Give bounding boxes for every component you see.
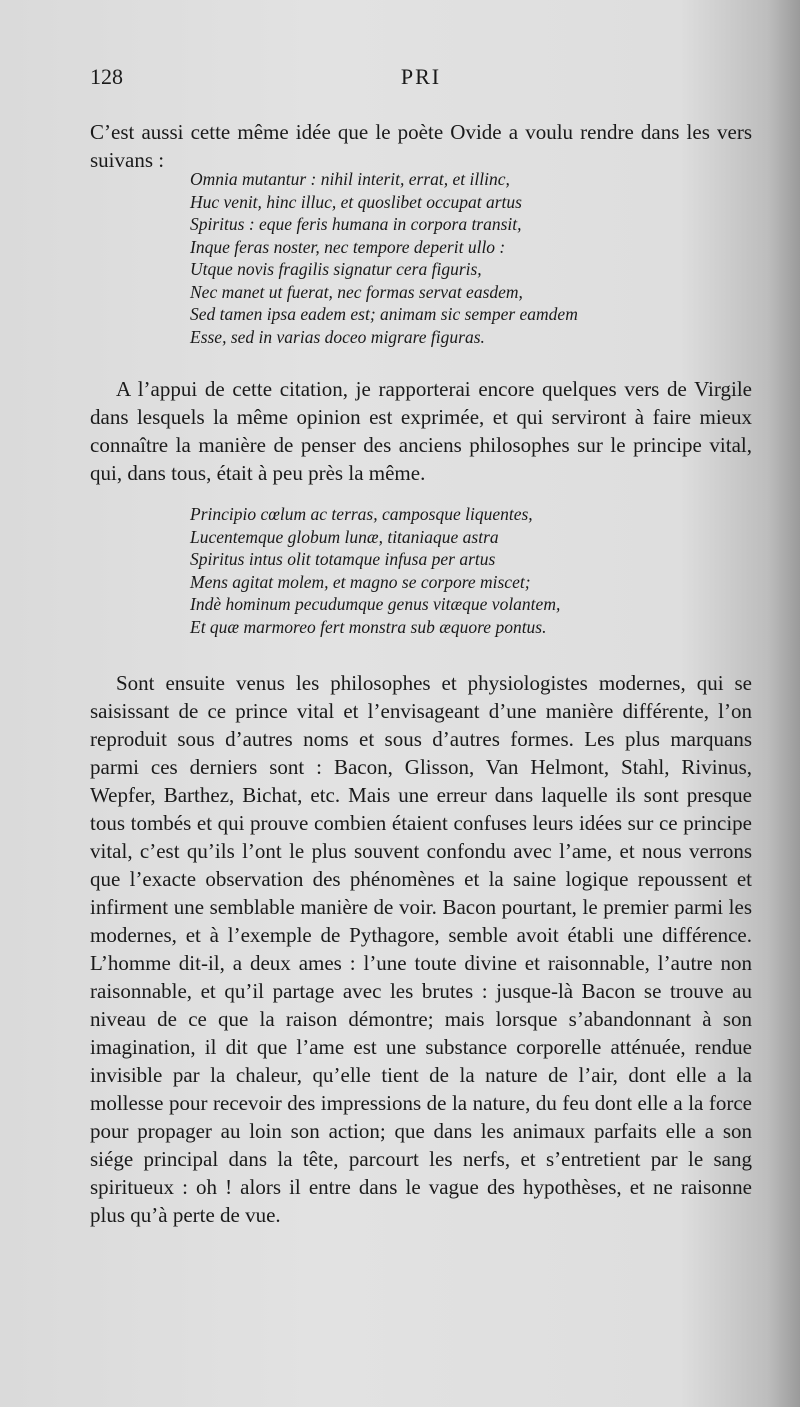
ovid-verse — [190, 168, 740, 348]
verse-line: Lucentemque globum lunæ, titaniaque astra — [190, 526, 499, 547]
verse-line: Huc venit, hinc illuc, et quoslibet occupat artus — [190, 191, 522, 212]
verse-line: Spiritus : eque feris humana in corpora transit, — [190, 214, 522, 234]
running-head: PRI — [400, 64, 442, 89]
verse-line: Indè hominum pecudumque genus vitæque volantem, — [190, 594, 561, 614]
verse-line: Mens agitat molem, et magno se corpore miscet; — [190, 571, 531, 592]
verse-line: Spiritus intus olit totamque infusa per artus — [190, 549, 496, 569]
virgil-verse — [190, 503, 740, 638]
verse-line: Esse, sed in varias doceo migrare figuras. — [190, 326, 485, 347]
verse-line: Et quæ marmoreo fert monstra sub æquore pontus. — [190, 616, 547, 637]
verse-line: Principio cœlum ac terras, camposque liquentes, — [190, 504, 533, 524]
verse-line: Nec manet ut fuerat, nec formas servat easdem, — [190, 281, 523, 302]
verse-line: Sed tamen ipsa eadem est; animam sic semper eamdem — [190, 304, 578, 324]
page-header — [90, 64, 752, 94]
page-number: 128 — [90, 64, 123, 89]
moderns-paragraph: Sont ensuite venus les philosophes et physiologistes modernes, qui se saisissant de ce prince vital et l’envisageant d’une manière différente, l’on reproduit sous d’autres noms et sous d’autres formes. Les plus marquans parmi ces derniers sont : Bacon, Glisson, Van Helmont, Stahl, Rivinus, Wepfer, Barthez, Bichat, etc. Mais une erreur dans laquelle ils sont presque tous tombés et qui prouve combien étaient confuses leurs idées sur ce principe vital, c’est qu’ils l’ont le plus souvent confondu avec l’ame, et nous verrons que l’exacte observation des phénomènes et la saine logique repoussent et infirment une semblable manière de voir. Bacon pourtant, le premier parmi les modernes, et à l’exemple de Pythagore, semble avoit établi une différence. L’homme dit-il, a deux ames : l’une toute divine et raisonnable, l’autre non raisonnable, et qu’il partage avec les brutes : jusque-là Bacon se trouve au niveau de ce que la raison démontre; mais lorsque s’abandonnant à son imagination, il dit que l’ame est une substance corporelle atténuée, rendue invisible par la chaleur, qu’elle tient de la nature de l’air, dont elle a la mollesse pour recevoir des impressions de la nature, du feu dont elle a la force pour propager au loin son action; que dans les animaux parfaits elle a son siége principal dans la tête, parcourt les nerfs, et s’entretient par le sang spiritueux : oh ! alors il entre dans le vague des hypothèses, et ne raisonne plus qu’à perte de vue. — [90, 671, 752, 1227]
verse-line: Utque novis fragilis signatur cera figuris, — [190, 259, 482, 279]
virgil-paragraph: A l’appui de cette citation, je rapporterai encore quelques vers de Virgile dans lesquels la même opinion est exprimée, et qui serviront à faire mieux connaître la manière de penser des anciens philosophes sur le principe vital, qui, dans tous, était à peu près la même. — [90, 377, 752, 485]
verse-line: Inque feras noster, nec tempore deperit ullo : — [190, 236, 506, 257]
verse-line: Omnia mutantur : nihil interit, errat, et illinc, — [190, 169, 510, 189]
intro-paragraph: C’est aussi cette même idée que le poète Ovide a voulu rendre dans les vers suivans : — [90, 120, 752, 172]
